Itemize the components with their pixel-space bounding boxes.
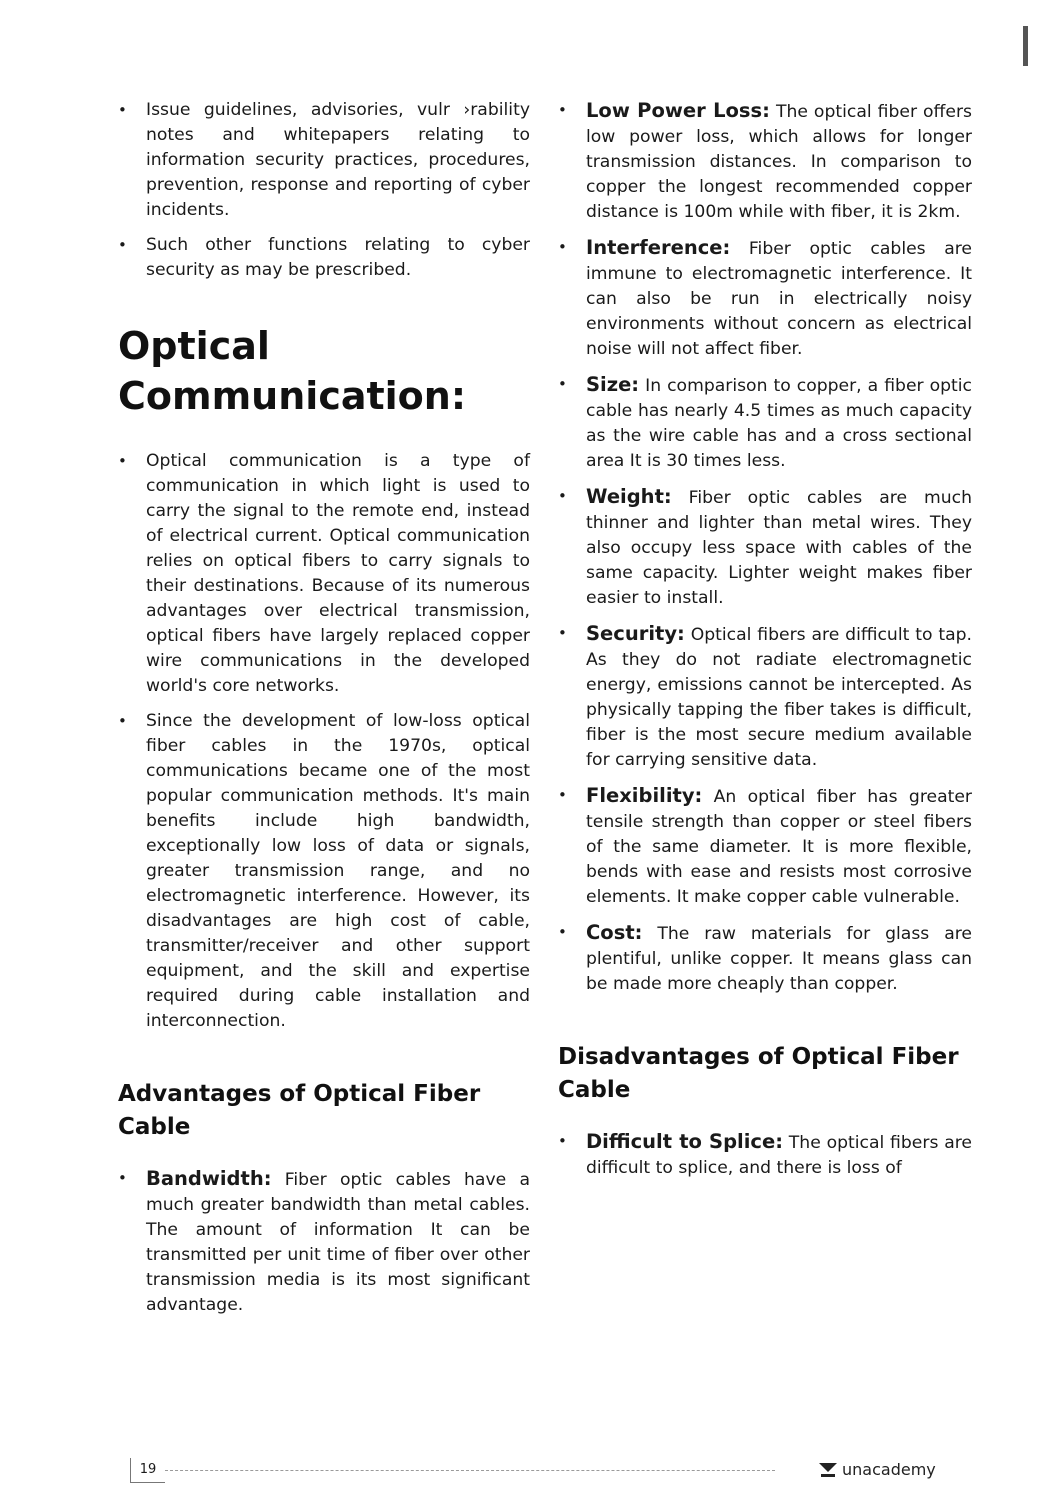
bullet-dot-icon: •	[118, 236, 127, 254]
advantage-text: Optical fibers are difficult to tap. As they do not radiate electromagnetic energy, emissions cannot be intercepted. As physically tapping the fiber takes is difficult, fiber is the most secure medium available for carrying sensitive data.	[586, 625, 972, 770]
intro-bullet-list	[118, 98, 530, 283]
advantage-text: An optical fiber has greater tensile strength than copper or steel fibers of the same diameter. It is more flexible, bends with ease and resists most corrosive elements. It make copper cable vulnerable.	[586, 787, 972, 907]
bullet-dot-icon: •	[558, 624, 567, 642]
advantage-text: Fiber optic cables are much thinner and lighter than metal wires. They also occupy less space with cables of the same capacity. Lighter weight makes fiber easier to install.	[586, 488, 972, 608]
list-item-text: Since the development of low-loss optical fiber cables in the 1970s, optical communications became one of the most popular communication methods. It's main benefits include high bandwidth, exceptionally low loss of data or signals, greater transmission range, and no electromagnetic interference. However, its disadvantages are high cost of cable, transmitter/receiver and other support equipment, and the skill and expertise required during cable installation and interconnection.	[146, 711, 530, 1031]
bullet-dot-icon: •	[558, 375, 567, 393]
disadvantage-term: Difficult to Splice:	[586, 1130, 783, 1153]
advantage-term: Size:	[586, 373, 640, 396]
bullet-dot-icon: •	[558, 1132, 567, 1150]
advantage-term: Cost:	[586, 921, 643, 944]
list-item	[558, 1129, 972, 1181]
advantage-text: The raw materials for glass are plentiful, unlike copper. It means glass can be made more cheaply than copper.	[586, 924, 972, 994]
right-column	[558, 98, 972, 1191]
list-item	[558, 98, 972, 225]
bullet-dot-icon: •	[558, 786, 567, 804]
list-item	[118, 233, 530, 283]
list-item-text: Such other functions relating to cyber security as may be prescribed.	[146, 235, 530, 280]
bullet-dot-icon: •	[118, 1169, 127, 1187]
bullet-dot-icon: •	[118, 452, 127, 470]
list-item	[558, 783, 972, 910]
list-item	[118, 449, 530, 699]
advantage-term: Flexibility:	[586, 784, 703, 807]
disadvantage-text: The optical fibers are difficult to splice, and there is loss of	[586, 1133, 972, 1178]
advantages-bullet-list	[558, 98, 972, 997]
advantage-text: Fiber optic cables are immune to electromagnetic interference. It can also be run in electrically noisy environments without concern as electrical noise will not affect fiber.	[586, 239, 972, 359]
advantage-text: In comparison to copper, a fiber optic cable has nearly 4.5 times as much capacity as the wire cable has and a cross sectional area It is 30 times less.	[586, 376, 972, 471]
bullet-dot-icon: •	[118, 712, 127, 730]
bullet-dot-icon: •	[558, 923, 567, 941]
list-item	[118, 98, 530, 223]
advantages-heading: Advantages of Optical Fiber Cable	[118, 1081, 481, 1140]
brand-name: unacademy	[842, 1460, 936, 1479]
list-item	[558, 372, 972, 474]
list-item	[118, 1166, 530, 1318]
bullet-dot-icon: •	[558, 487, 567, 505]
list-item	[118, 709, 530, 1034]
left-column	[118, 98, 530, 1328]
advantage-term: Bandwidth:	[146, 1167, 272, 1190]
advantage-term: Weight:	[586, 485, 672, 508]
list-item-text: Issue guidelines, advisories, vulr ›rability notes and whitepapers relating to information security practices, procedures, prevention, response and reporting of cyber incidents.	[146, 100, 530, 220]
list-item	[558, 484, 972, 611]
bullet-dot-icon: •	[558, 238, 567, 256]
list-item	[558, 920, 972, 997]
list-item	[558, 621, 972, 773]
page-number: 19	[130, 1458, 165, 1483]
advantage-text: The optical fiber offers low power loss, which allows for longer transmission distances. In comparison to copper the longest recommended copper distance is 100m while with fiber, it is 2km.	[586, 102, 972, 222]
advantage-text: Fiber optic cables have a much greater bandwidth than metal cables. The amount of information It can be transmitted per unit time of fiber over other transmission media is its most significant advantage.	[146, 1170, 530, 1315]
scan-mark-icon	[1022, 26, 1030, 72]
section-title: Optical Communication:	[118, 324, 467, 418]
advantage-term: Security:	[586, 622, 685, 645]
bandwidth-bullet-list	[118, 1166, 530, 1318]
unacademy-logo-icon	[818, 1461, 838, 1479]
bullet-dot-icon: •	[558, 101, 567, 119]
list-item	[558, 235, 972, 362]
footer-divider	[165, 1470, 775, 1471]
disadvantages-bullet-list	[558, 1129, 972, 1181]
bullet-dot-icon: •	[118, 101, 127, 119]
list-item-text: Optical communication is a type of communication in which light is used to carry the signal to the remote end, instead of electrical current. Optical communication relies on optical fibers to carry signals to their destinations. Because of its numerous advantages over electrical transmission, optical fibers have largely replaced copper wire communications in the developed world's core networks.	[146, 451, 530, 696]
disadvantages-heading: Disadvantages of Optical Fiber Cable	[558, 1044, 959, 1103]
brand-footer	[818, 1460, 936, 1479]
optical-bullet-list	[118, 449, 530, 1034]
advantage-term: Interference:	[586, 236, 731, 259]
advantage-term: Low Power Loss:	[586, 99, 770, 122]
